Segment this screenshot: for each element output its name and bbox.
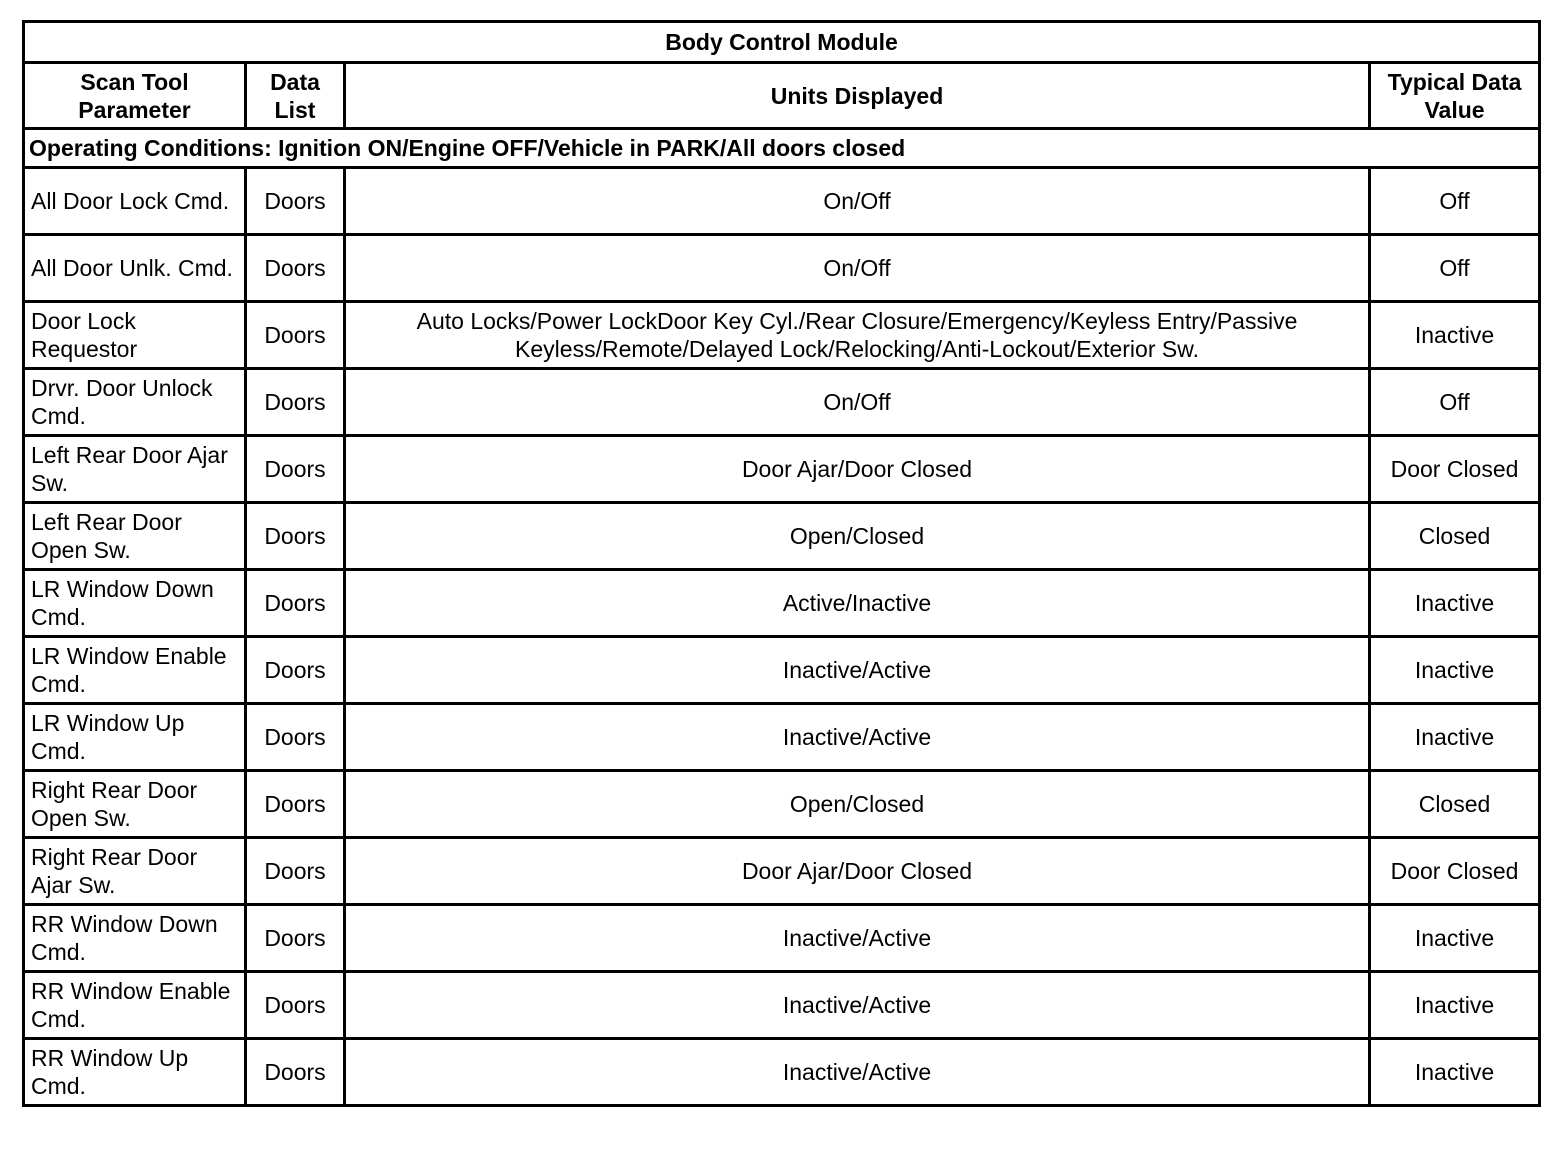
typical-value-cell: Inactive: [1370, 1039, 1540, 1106]
table-row: [24, 168, 1540, 235]
table-title: Body Control Module: [24, 22, 1540, 63]
table-row: [24, 637, 1540, 704]
typical-value-cell: Inactive: [1370, 302, 1540, 369]
parameter-cell: Right Rear Door Open Sw.: [24, 771, 246, 838]
table-row: [24, 704, 1540, 771]
table-row: [24, 905, 1540, 972]
data-list-cell: Doors: [246, 771, 345, 838]
parameter-cell: LR Window Up Cmd.: [24, 704, 246, 771]
table-row: [24, 235, 1540, 302]
data-list-cell: Doors: [246, 369, 345, 436]
parameter-cell: Left Rear Door Ajar Sw.: [24, 436, 246, 503]
parameter-cell: Left Rear Door Open Sw.: [24, 503, 246, 570]
typical-value-cell: Inactive: [1370, 637, 1540, 704]
units-cell: Auto Locks/Power LockDoor Key Cyl./Rear Closure/Emergency/Keyless Entry/Passive Keyless/Remote/Delayed Lock/Relocking/Anti-Lockout/Exterior Sw.: [345, 302, 1370, 369]
typical-value-cell: Closed: [1370, 503, 1540, 570]
units-cell: Door Ajar/Door Closed: [345, 838, 1370, 905]
units-cell: Inactive/Active: [345, 704, 1370, 771]
units-cell: Inactive/Active: [345, 972, 1370, 1039]
table-row: [24, 972, 1540, 1039]
data-list-cell: Doors: [246, 302, 345, 369]
units-cell: Open/Closed: [345, 771, 1370, 838]
parameter-cell: LR Window Down Cmd.: [24, 570, 246, 637]
parameter-cell: Drvr. Door Unlock Cmd.: [24, 369, 246, 436]
typical-value-cell: Door Closed: [1370, 838, 1540, 905]
column-header-row: [24, 63, 1540, 129]
typical-value-cell: Off: [1370, 168, 1540, 235]
header-typical-data-value: Typical Data Value: [1370, 63, 1540, 129]
units-cell: Inactive/Active: [345, 637, 1370, 704]
parameter-cell: RR Window Enable Cmd.: [24, 972, 246, 1039]
typical-value-cell: Off: [1370, 369, 1540, 436]
parameter-cell: Door Lock Requestor: [24, 302, 246, 369]
header-scan-tool-parameter: Scan Tool Parameter: [24, 63, 246, 129]
table-row: [24, 302, 1540, 369]
units-cell: Door Ajar/Door Closed: [345, 436, 1370, 503]
typical-value-cell: Inactive: [1370, 972, 1540, 1039]
operating-conditions-row: [24, 129, 1540, 168]
header-units-displayed: Units Displayed: [345, 63, 1370, 129]
units-cell: Open/Closed: [345, 503, 1370, 570]
units-cell: Inactive/Active: [345, 905, 1370, 972]
data-list-cell: Doors: [246, 235, 345, 302]
units-cell: On/Off: [345, 168, 1370, 235]
table-row: [24, 503, 1540, 570]
units-cell: On/Off: [345, 369, 1370, 436]
data-list-cell: Doors: [246, 704, 345, 771]
data-list-cell: Doors: [246, 637, 345, 704]
table-title-row: [24, 22, 1540, 63]
parameter-cell: RR Window Down Cmd.: [24, 905, 246, 972]
data-list-cell: Doors: [246, 436, 345, 503]
parameter-cell: All Door Unlk. Cmd.: [24, 235, 246, 302]
typical-value-cell: Inactive: [1370, 905, 1540, 972]
table-row: [24, 369, 1540, 436]
table-row: [24, 436, 1540, 503]
units-cell: Inactive/Active: [345, 1039, 1370, 1106]
operating-conditions: Operating Conditions: Ignition ON/Engine OFF/Vehicle in PARK/All doors closed: [24, 129, 1540, 168]
header-data-list: Data List: [246, 63, 345, 129]
body-control-module-table: [22, 20, 1541, 1107]
data-list-cell: Doors: [246, 570, 345, 637]
typical-value-cell: Closed: [1370, 771, 1540, 838]
data-list-cell: Doors: [246, 838, 345, 905]
typical-value-cell: Off: [1370, 235, 1540, 302]
parameter-cell: RR Window Up Cmd.: [24, 1039, 246, 1106]
data-list-cell: Doors: [246, 972, 345, 1039]
typical-value-cell: Door Closed: [1370, 436, 1540, 503]
table-row: [24, 570, 1540, 637]
parameter-cell: Right Rear Door Ajar Sw.: [24, 838, 246, 905]
parameter-cell: All Door Lock Cmd.: [24, 168, 246, 235]
data-list-cell: Doors: [246, 168, 345, 235]
data-list-cell: Doors: [246, 503, 345, 570]
parameter-cell: LR Window Enable Cmd.: [24, 637, 246, 704]
table-row: [24, 838, 1540, 905]
data-list-cell: Doors: [246, 905, 345, 972]
data-list-cell: Doors: [246, 1039, 345, 1106]
typical-value-cell: Inactive: [1370, 704, 1540, 771]
units-cell: On/Off: [345, 235, 1370, 302]
typical-value-cell: Inactive: [1370, 570, 1540, 637]
units-cell: Active/Inactive: [345, 570, 1370, 637]
table-row: [24, 1039, 1540, 1106]
table-row: [24, 771, 1540, 838]
